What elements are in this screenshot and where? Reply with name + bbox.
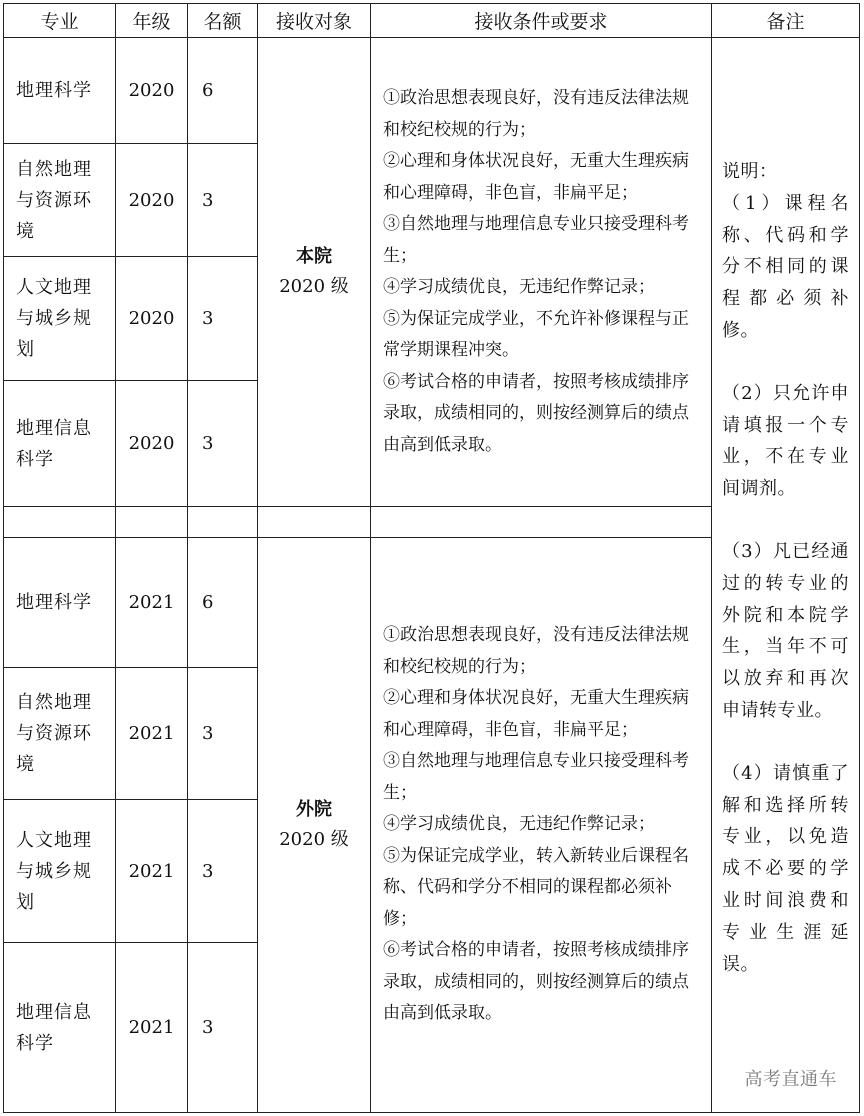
grade-cell: 2020 (116, 38, 188, 144)
note-item: （4）请慎重了解和选择所转专业，以免造成不必要的学业时间浪费和专业生涯延误。 (722, 762, 849, 975)
quota-cell: 3 (188, 800, 258, 943)
condition-item: ⑤为保证完成学业，不允许补修课程与正常学期课程冲突。 (383, 308, 689, 360)
condition-item: ④学习成绩优良，无违纪作弊记录； (383, 814, 655, 835)
note-item: （2）只允许申请填报一个专业，不在专业间调剂。 (722, 382, 849, 500)
grade-cell: 2020 (116, 144, 188, 257)
major-cell: 人文地理与城乡规划 (4, 257, 116, 381)
condition-item: ⑥考试合格的申请者，按照考核成绩排序录取，成绩相同的，则按经测算后的绩点由高到低录取。 (383, 371, 689, 455)
empty-cell (371, 507, 712, 538)
note-item: （1）课程名称、代码和学分不相同的课程都必须补修。 (722, 192, 849, 341)
condition-item: ③自然地理与地理信息专业只接受理科考生； (383, 214, 689, 266)
major-cell: 自然地理与资源环境 (4, 144, 116, 257)
empty-cell (4, 507, 116, 538)
major-cell: 地理信息科学 (4, 943, 116, 1113)
header-grade: 年级 (116, 4, 188, 38)
major-cell: 地理信息科学 (4, 381, 116, 507)
target-cell (258, 38, 371, 507)
quota-cell: 3 (188, 381, 258, 507)
condition-item: ④学习成绩优良，无违纪作弊记录； (383, 277, 655, 297)
header-quota: 名额 (188, 4, 258, 38)
quota-cell: 6 (188, 38, 258, 144)
header-conditions: 接收条件或要求 (371, 4, 712, 38)
quota-cell: 3 (188, 144, 258, 257)
quota-cell: 3 (188, 668, 258, 800)
empty-cell (116, 507, 188, 538)
major-cell: 地理科学 (4, 38, 116, 144)
condition-item: ②心理和身体状况良好，无重大生理疾病和心理障碍，非色盲，非扁平足； (383, 151, 689, 203)
note-item: （3）凡已经通过的转专业的外院和本院学生，当年不可以放弃和再次申请转专业。 (722, 540, 849, 721)
empty-cell (258, 507, 371, 538)
target-cell (258, 538, 371, 1113)
grade-cell: 2021 (116, 538, 188, 668)
header-target: 接收对象 (258, 4, 371, 38)
header-major: 专业 (4, 4, 116, 38)
quota-cell: 6 (188, 538, 258, 668)
quota-cell: 3 (188, 257, 258, 381)
condition-item: ⑤为保证完成学业，转入新转业后课程名称、代码和学分不相同的课程都必须补修； (383, 845, 689, 929)
grade-cell: 2020 (116, 381, 188, 507)
target-grade: 2020 级 (279, 829, 349, 850)
transfer-table (3, 3, 860, 1113)
grade-cell: 2021 (116, 800, 188, 943)
target-title: 外院 (296, 799, 332, 820)
major-cell: 人文地理与城乡规划 (4, 800, 116, 943)
header-row (4, 4, 860, 38)
header-notes: 备注 (712, 4, 860, 38)
condition-item: ③自然地理与地理信息专业只接受理科考生； (383, 751, 689, 803)
empty-cell (188, 507, 258, 538)
major-cell: 自然地理与资源环境 (4, 668, 116, 800)
target-title: 本院 (296, 246, 332, 267)
conditions-cell (371, 538, 712, 1113)
condition-item: ②心理和身体状况良好，无重大生理疾病和心理障碍，非色盲，非扁平足； (383, 688, 689, 740)
major-cell: 地理科学 (4, 538, 116, 668)
notes-cell (712, 38, 860, 1113)
grade-cell: 2020 (116, 257, 188, 381)
condition-item: ①政治思想表现良好，没有违反法律法规和校纪校规的行为； (383, 625, 689, 677)
table-row (4, 38, 860, 144)
notes-title: 说明： (722, 161, 778, 182)
condition-item: ⑥考试合格的申请者，按照考核成绩排序录取，成绩相同的，则按经测算后的绩点由高到低录取。 (383, 940, 689, 1024)
quota-cell: 3 (188, 943, 258, 1113)
conditions-cell (371, 38, 712, 507)
condition-item: ①政治思想表现良好，没有违反法律法规和校纪校规的行为； (383, 88, 689, 140)
grade-cell: 2021 (116, 943, 188, 1113)
target-grade: 2020 级 (279, 276, 349, 297)
watermark: 高考直通车 (744, 1069, 837, 1091)
grade-cell: 2021 (116, 668, 188, 800)
